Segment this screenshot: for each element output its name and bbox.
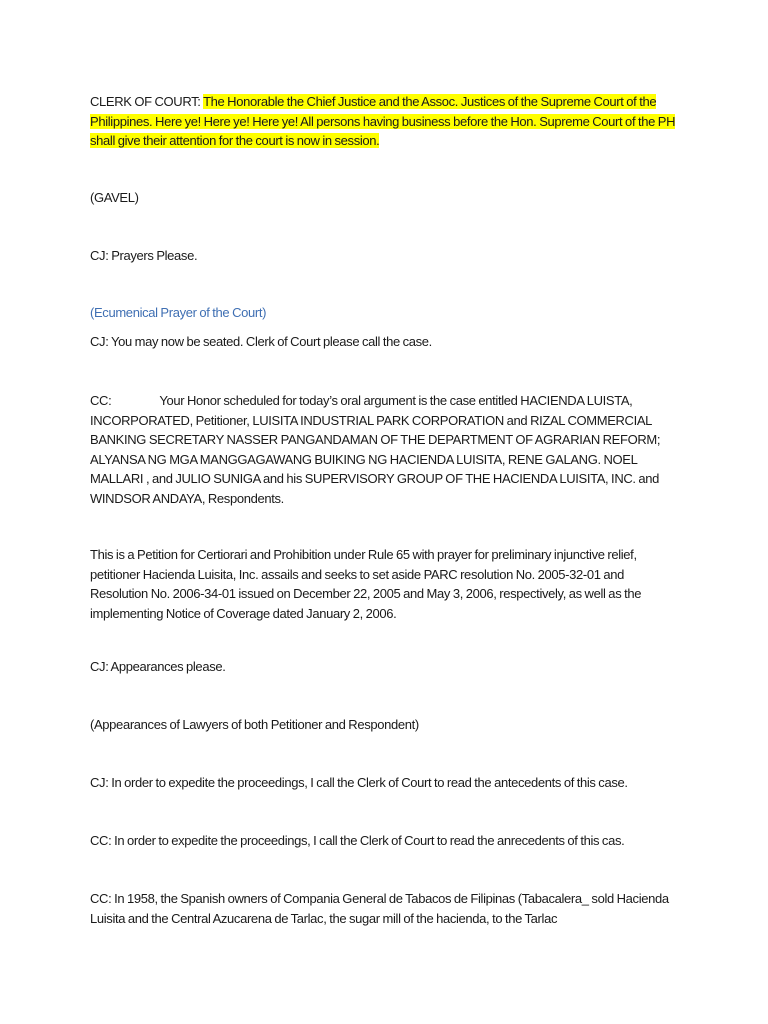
cj-appearances-line: CJ: Appearances please. — [90, 659, 226, 674]
cc-history-paragraph: CC: In 1958, the Spanish owners of Compania General de Tabacos de Filipinas (Tabacalera_ sold Hacienda Luisita and the Central Azucarena de Tarlac, the sugar mill of the hacienda, to the Tarlac — [90, 891, 669, 926]
cj-seated-line: CJ: You may now be seated. Clerk of Court please call the case. — [90, 334, 432, 349]
gavel-note: (GAVEL) — [90, 190, 139, 205]
ecumenical-prayer-heading: (Ecumenical Prayer of the Court) — [90, 305, 267, 320]
petition-paragraph: This is a Petition for Certiorari and Prohibition under Rule 65 with prayer for preliminary injunctive relief, petitioner Hacienda Luisita, Inc. assails and seeks to set aside PARC resolution No. 2005-32-01 and Resolution No. 2006-34-01 issued on December 22, 2005 and May 3, 2006, respectively, as well as the implementing Notice of Coverage dated January 2, 2006. — [90, 547, 642, 621]
cc-label: CC: — [90, 393, 112, 408]
clerk-label: CLERK OF COURT: — [90, 94, 204, 109]
cj-expedite-line: CJ: In order to expedite the proceedings, I call the Clerk of Court to read the antecedents of this case. — [90, 775, 628, 790]
clerk-opening-highlighted-text: The Honorable the Chief Justice and the Assoc. Justices of the Supreme Court of the Philippines. Here ye! Here ye! Here ye! All persons having business before the Hon. Supreme Court of the PH shall give their attention for the court is now in session. — [90, 94, 676, 149]
cc-case-paragraph — [90, 391, 680, 509]
clerk-opening-paragraph — [90, 92, 680, 151]
cc-expedite-line: CC: In order to expedite the proceedings, I call the Clerk of Court to read the anrecedents of this cas. — [90, 833, 625, 848]
appearances-note: (Appearances of Lawyers of both Petitioner and Respondent) — [90, 717, 419, 732]
cc-case-text: Your Honor scheduled for today’s oral argument is the case entitled HACIENDA LUISTA, INCORPORATED, Petitioner, LUISITA INDUSTRIAL PARK CORPORATION and RIZAL COMMERCIAL BANKING SECRETARY NASSER PANGANDAMAN OF THE DEPARTMENT OF AGRARIAN REFORM; ALYANSA NG MGA MANGGAGAWANG BUIKING NG HACIENDA LUISITA, RENE GALANG. NOEL MALLARI , and JULIO SUNIGA and his SUPERVISORY GROUP OF THE HACIENDA LUISITA, INC. and WINDSOR ANDAYA, Respondents. — [90, 393, 661, 506]
cj-prayers-line: CJ: Prayers Please. — [90, 248, 198, 263]
